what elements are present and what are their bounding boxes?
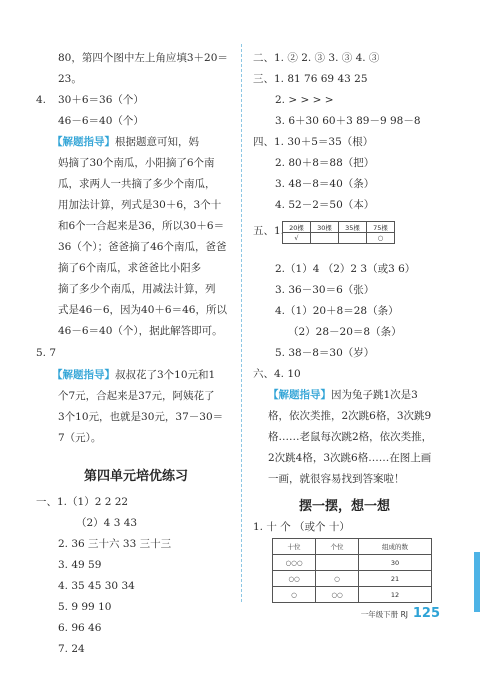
tree-table-header: 75棵 (367, 222, 395, 233)
answer-r1: 二、1. ② 2. ③ 3. ③ 4. ③ (253, 52, 380, 64)
hint-2-line: 个7元，合起来是37元，阿姨花了 (58, 390, 215, 402)
hint-2-label: 【解题指导】 (52, 369, 115, 381)
hint-1-line: 瓜，求两人一共摘了多少个南瓜， (58, 178, 216, 190)
q5-answer: 5. 7 (36, 347, 57, 359)
column-divider (241, 44, 242, 602)
hint-2-line: 7（元）。 (58, 432, 102, 444)
hint-3-line: 格……老鼠每次跳2格，依次类推， (268, 431, 433, 443)
place-value-header: 组成的数 (359, 539, 432, 555)
unit-title: 第四单元培优练习 (84, 469, 189, 484)
answer-s6: 6. 96 46 (58, 622, 102, 634)
hint-1 (52, 135, 199, 150)
hint-2 (52, 368, 215, 383)
answer-b1: 1. 十 个 （或个 十） (253, 521, 350, 533)
q4-answer-b: 46－6＝40（个） (58, 115, 144, 127)
answer-s5: 5. 9 99 10 (58, 601, 112, 613)
left-line-2: 23。 (58, 73, 82, 85)
tree-table-cell: √ (283, 233, 311, 244)
answer-s7: 7. 24 (58, 643, 85, 655)
hint-1-line: 36（个）；爸爸摘了46个南瓜，爸爸 (58, 241, 227, 253)
hint-3-line: 2次跳4格，3次跳6格……在图上画 (268, 452, 432, 464)
answer-r5: 四、1. 30＋5＝35（根） (253, 136, 374, 148)
hint-3-text: 因为兔子跳1次是3 (331, 389, 418, 401)
page-number: 125 (412, 606, 440, 621)
hint-1-line: 摘了多少个南瓜，用减法计算，列 (58, 283, 216, 295)
tree-table-cell: ○ (367, 233, 395, 244)
answer-r10: 2.（1）4 （2）2 3（或3 6） (275, 263, 416, 275)
place-value-cell (316, 555, 359, 571)
place-value-cell: ○○ (316, 587, 359, 603)
hint-1-line: 46－6＝40（个），据此解答即可。 (58, 325, 223, 337)
answer-r7: 3. 48－8＝40（条） (275, 178, 375, 190)
hint-2-line: 3个10元，也就是30元，37－30＝ (58, 411, 224, 423)
answer-r3: 2. > > > > (275, 94, 334, 106)
hint-3-label: 【解题指导】 (268, 389, 331, 401)
answer-s1b: （2）4 3 43 (76, 517, 138, 529)
q4-answer-a: 30＋6＝36（个） (58, 94, 144, 106)
answer-r11: 3. 36－30＝6（张） (275, 284, 375, 296)
hint-1-line: 摘了6个南瓜，求爸爸比小阳多 (58, 262, 202, 274)
hint-1-line: 和6个一合起来是36，所以30＋6＝ (58, 220, 225, 232)
hint-1-line: 妈摘了30个南瓜，小阳摘了6个南 (58, 157, 215, 169)
answer-s2: 2. 36 三十六 33 三十三 (58, 538, 172, 550)
answer-s4: 4. 35 45 30 34 (58, 580, 135, 592)
place-value-header: 个位 (316, 539, 359, 555)
answer-r6: 2. 80＋8＝88（把） (275, 157, 375, 169)
tree-table-header: 35棵 (339, 222, 367, 233)
answer-s3: 3. 49 59 (58, 559, 102, 571)
hint-3-line: 格，依次类推，2次跳6格，3次跳9 (268, 410, 432, 422)
place-value-cell: ○○○ (273, 555, 316, 571)
answer-r15: 六、4. 10 (253, 368, 301, 380)
place-value-cell: 30 (359, 555, 432, 571)
place-value-cell: 12 (359, 587, 432, 603)
answer-r13: （2）28－20＝8（条） (288, 326, 402, 338)
tree-table-cell (311, 233, 339, 244)
hint-1-line: 式是46－6，因为40＋6＝46，所以 (58, 304, 227, 316)
section-title: 摆一摆，想一想 (299, 499, 391, 514)
hint-1-line: 用加法计算，列式是30＋6，3个十 (58, 199, 222, 211)
answer-r2: 三、1. 81 76 69 43 25 (253, 73, 368, 85)
hint-2-text: 叔叔花了3个10元和1 (115, 369, 216, 381)
hint-3 (268, 388, 418, 403)
footer-text: 一年级下册 RJ (360, 610, 408, 619)
tree-table-cell (339, 233, 367, 244)
answer-r12: 4.（1）20＋8＝28（条） (275, 305, 399, 317)
tree-table (282, 221, 395, 244)
answer-r9: 五、1. (253, 225, 285, 237)
hint-1-text: 根据题意可知，妈 (115, 136, 199, 148)
answer-r8: 4. 52－2＝50（本） (275, 199, 375, 211)
edge-band (474, 552, 480, 612)
tree-table-header: 20棵 (283, 222, 311, 233)
hint-3-line: 一画，就很容易找到答案啦！ (268, 473, 405, 485)
answer-r14: 5. 38－8＝30（岁） (275, 347, 375, 359)
answer-r4: 3. 6＋30 60＋3 89－9 98－8 (275, 115, 421, 127)
left-line-1: 80，第四个图中左上角应填3＋20＝ (58, 52, 228, 64)
hint-1-label: 【解题指导】 (52, 136, 115, 148)
place-value-cell: ○ (273, 587, 316, 603)
place-value-table (272, 538, 432, 603)
place-value-header: 十位 (273, 539, 316, 555)
tree-table-header: 30棵 (311, 222, 339, 233)
place-value-cell: ○○ (273, 571, 316, 587)
q4-number: 4. (36, 94, 47, 106)
place-value-cell: ○ (316, 571, 359, 587)
answer-s1: 一、1.（1）2 2 22 (36, 496, 129, 508)
place-value-cell: 21 (359, 571, 432, 587)
